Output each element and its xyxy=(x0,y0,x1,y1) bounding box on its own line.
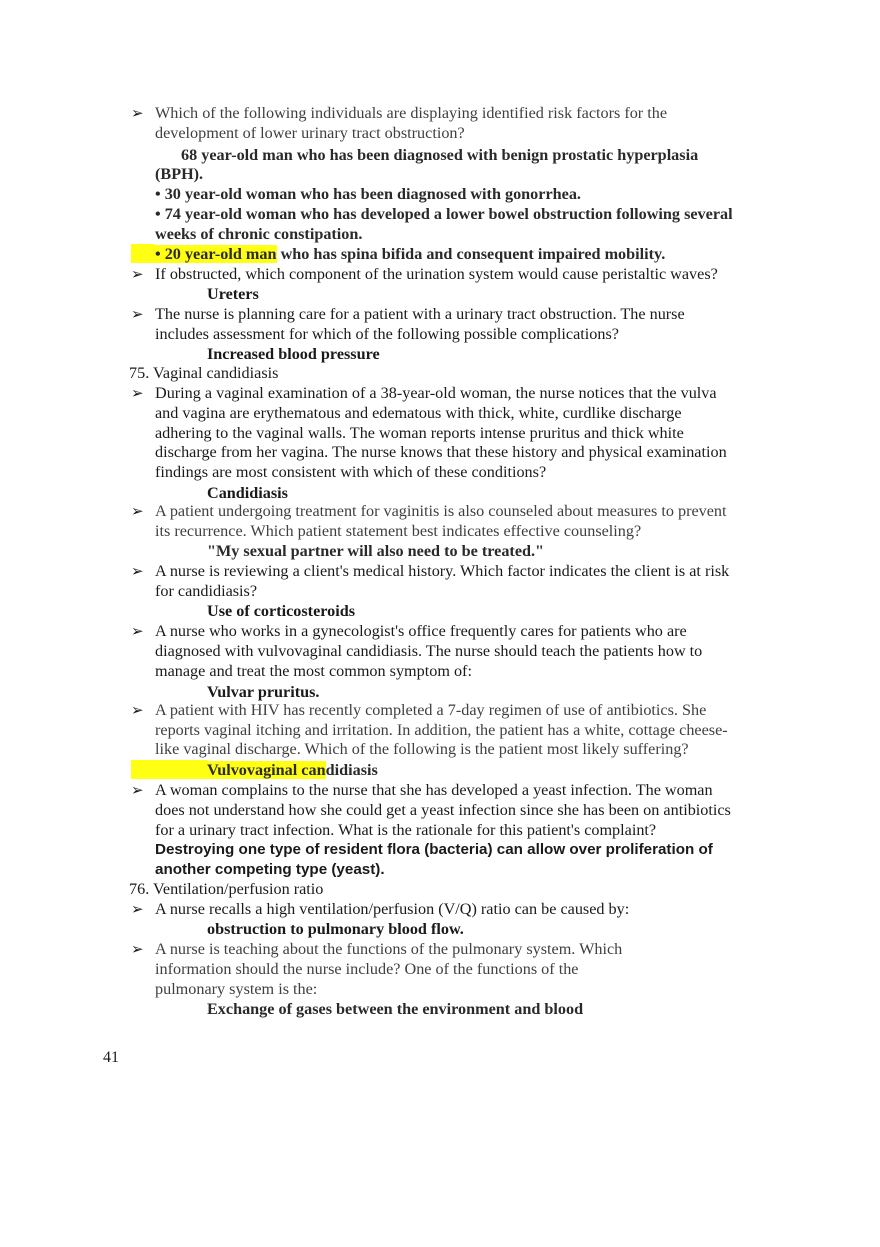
question-text: A nurse is reviewing a client's medical history. Which factor indicates the client is at risk xyxy=(155,562,730,580)
answer-text: didiasis xyxy=(325,761,378,779)
question-text: If obstructed, which component of the urination system would cause peristaltic waves? xyxy=(155,265,718,283)
question-text: findings are most consistent with which of these conditions? xyxy=(155,463,547,481)
answer-text: Use of corticosteroids xyxy=(207,602,356,620)
answer-text: • 30 year-old woman who has been diagnosed with gonorrhea. xyxy=(155,185,581,203)
question-text: A patient undergoing treatment for vaginitis is also counseled about measures to prevent xyxy=(155,502,727,520)
question-text: adhering to the vaginal walls. The woman reports intense pruritus and thick white xyxy=(155,424,684,442)
answer-text: • 74 year-old woman who has developed a lower bowel obstruction following several xyxy=(155,205,733,223)
question-text: for candidiasis? xyxy=(155,582,258,600)
answer-text: Candidiasis xyxy=(207,484,288,502)
arrow-bullet-icon: ➢ xyxy=(131,622,144,640)
question-text: A nurse who works in a gynecologist's office frequently cares for patients who are xyxy=(155,622,687,640)
question-text: and vagina are erythematous and edematous with thick, white, curdlike discharge xyxy=(155,404,682,422)
question-text: diagnosed with vulvovaginal candidiasis. The nurse should teach the patients how to xyxy=(155,642,703,660)
answer-text: Ureters xyxy=(207,285,259,303)
question-text: A nurse recalls a high ventilation/perfusion (V/Q) ratio can be caused by: xyxy=(155,900,630,918)
section-number: 75. xyxy=(129,364,150,382)
question-text: includes assessment for which of the following possible complications? xyxy=(155,325,619,343)
arrow-bullet-icon: ➢ xyxy=(131,305,144,323)
arrow-bullet-icon: ➢ xyxy=(131,562,144,580)
question-text: A woman complains to the nurse that she has developed a yeast infection. The woman xyxy=(155,781,713,799)
arrow-bullet-icon: ➢ xyxy=(131,502,144,520)
question-text: reports vaginal itching and irritation. In addition, the patient has a white, cottage cheese- xyxy=(155,721,728,739)
answer-highlighted-line xyxy=(207,760,378,780)
arrow-bullet-icon: ➢ xyxy=(131,781,144,799)
question-text: for a urinary tract infection. What is the rationale for this patient's complaint? xyxy=(155,821,657,839)
question-text: its recurrence. Which patient statement best indicates effective counseling? xyxy=(155,522,642,540)
arrow-bullet-icon: ➢ xyxy=(131,104,144,122)
section-title: Ventilation/perfusion ratio xyxy=(153,880,324,898)
question-text: does not understand how she could get a yeast infection since she has been on antibiotics xyxy=(155,801,731,819)
answer-text: Destroying one type of resident flora (bacteria) can allow over proliferation of xyxy=(155,841,713,858)
highlighted-text: • 20 year-old man xyxy=(155,245,277,263)
question-text: A nurse is teaching about the functions of the pulmonary system. Which xyxy=(155,940,623,958)
question-text: manage and treat the most common symptom of: xyxy=(155,662,472,680)
question-text: information should the nurse include? One of the functions of the xyxy=(155,960,579,978)
section-heading xyxy=(129,363,278,383)
arrow-bullet-icon: ➢ xyxy=(131,701,144,719)
answer-highlighted-line xyxy=(155,244,665,264)
question-text: The nurse is planning care for a patient with a urinary tract obstruction. The nurse xyxy=(155,305,685,323)
answer-text: Exchange of gases between the environment and blood xyxy=(207,1000,584,1018)
highlight-mark xyxy=(131,244,155,263)
answer-text: Increased blood pressure xyxy=(207,345,380,363)
answer-text: another competing type (yeast). xyxy=(155,861,385,878)
answer-text: Vulvar pruritus. xyxy=(207,683,320,701)
answer-text: who has spina bifida and consequent impaired mobility. xyxy=(276,245,666,263)
section-title: Vaginal candidiasis xyxy=(153,364,279,382)
answer-text: 68 year-old man who has been diagnosed with benign prostatic hyperplasia xyxy=(181,146,699,164)
question-text: Which of the following individuals are displaying identified risk factors for the xyxy=(155,104,668,122)
arrow-bullet-icon: ➢ xyxy=(131,900,144,918)
answer-text: weeks of chronic constipation. xyxy=(155,225,363,243)
answer-text: obstruction to pulmonary blood flow. xyxy=(207,920,464,938)
answer-text: (BPH). xyxy=(155,165,204,183)
question-text: A patient with HIV has recently completed a 7-day regimen of use of antibiotics. She xyxy=(155,701,707,719)
highlight-mark xyxy=(131,760,207,779)
question-text: discharge from her vagina. The nurse knows that these history and physical examination xyxy=(155,443,727,461)
arrow-bullet-icon: ➢ xyxy=(131,384,144,402)
arrow-bullet-icon: ➢ xyxy=(131,265,144,283)
question-text: During a vaginal examination of a 38-year-old woman, the nurse notices that the vulva xyxy=(155,384,717,402)
answer-text: "My sexual partner will also need to be treated." xyxy=(207,542,545,560)
arrow-bullet-icon: ➢ xyxy=(131,940,144,958)
highlighted-text: Vulvovaginal can xyxy=(207,761,326,779)
page-number: 41 xyxy=(103,1049,119,1066)
question-text: development of lower urinary tract obstruction? xyxy=(155,124,465,142)
section-heading xyxy=(129,879,323,899)
question-text: pulmonary system is the: xyxy=(155,980,318,998)
question-text: like vaginal discharge. Which of the following is the patient most likely suffering? xyxy=(155,740,689,758)
section-number: 76. xyxy=(129,880,150,898)
